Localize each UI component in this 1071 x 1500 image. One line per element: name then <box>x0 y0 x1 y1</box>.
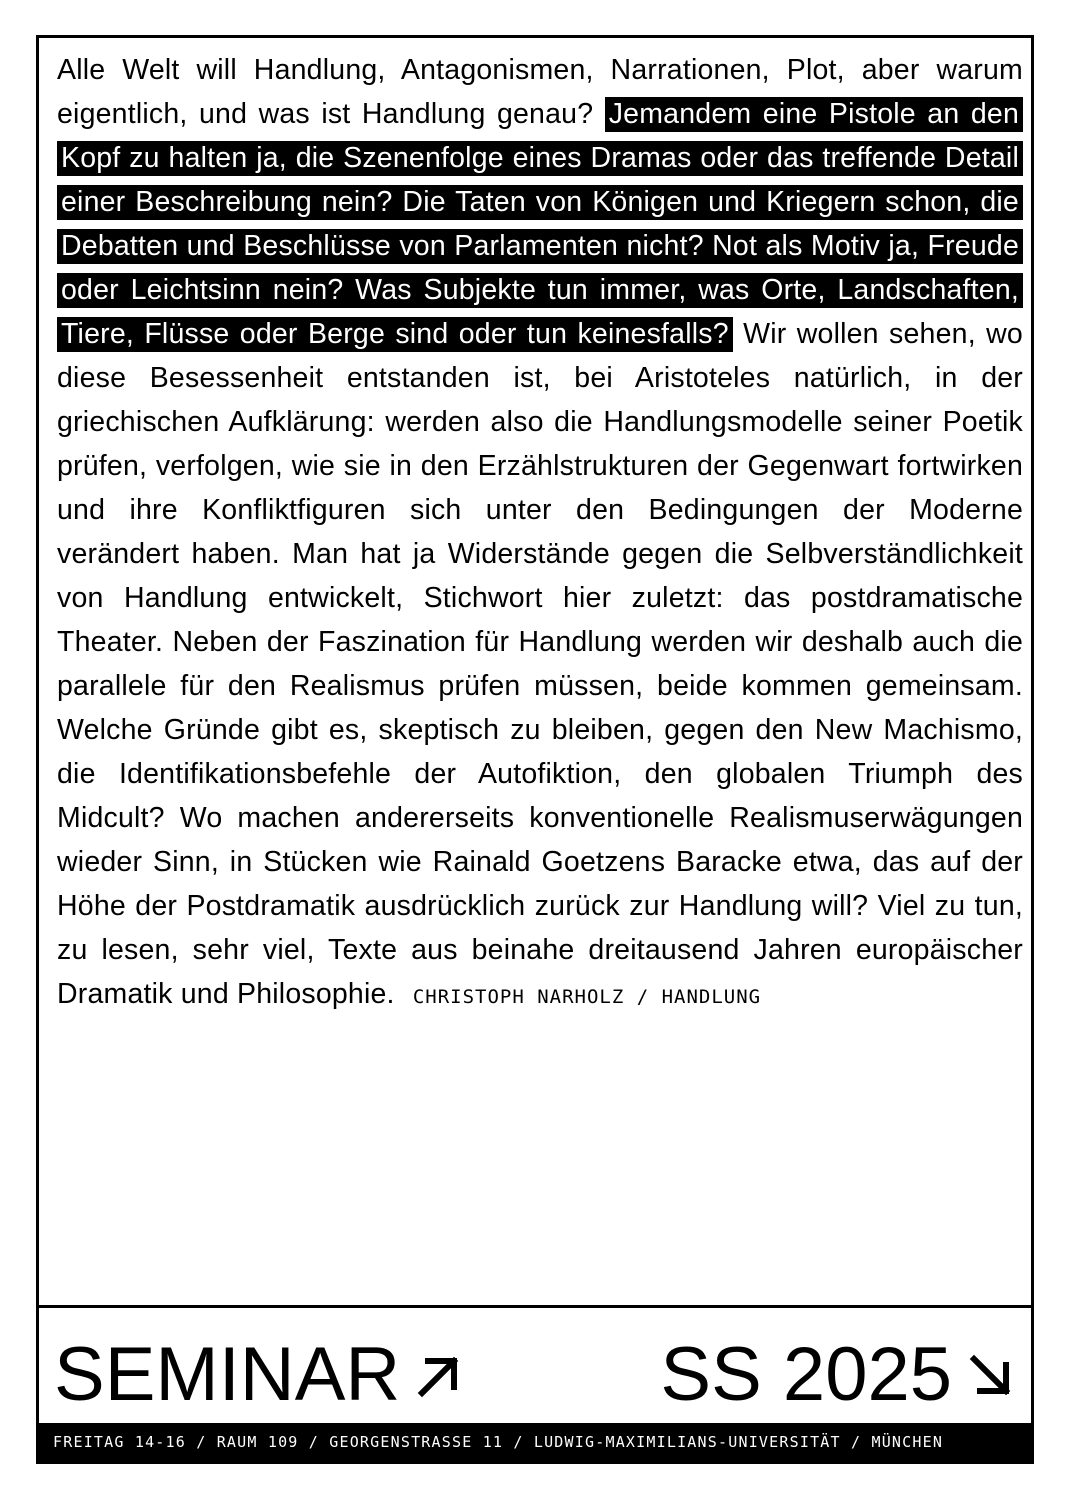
title-row <box>54 1330 1016 1420</box>
highlighted-text: Jemandem eine Pistole an den Kopf zu halten ja, die Szenenfolge eines Dramas oder das treffende Detail einer Beschreibung nein? Die Taten von Königen und Kriegern schon, die Debatten und Beschlüsse von Parlamenten nicht? Not als Motiv ja, Freude oder Leichtsinn nein? Was Subjekte tun immer, was Orte, Landschaften, Tiere, Flüsse oder Berge sind oder tun keinesfalls? <box>57 97 1023 352</box>
arrow-up-right-icon <box>414 1331 464 1421</box>
byline: CHRISTOPH NARHOLZ / HANDLUNG <box>412 986 762 1008</box>
footer-bar: FREITAG 14-16 / RAUM 109 / GEORGENSTRASSE 11 / LUDWIG-MAXIMILIANS-UNIVERSITÄT / MÜNCHEN <box>39 1423 1031 1461</box>
poster-frame <box>36 35 1034 1464</box>
body-text <box>57 48 1023 1019</box>
divider <box>39 1305 1031 1308</box>
seminar-heading <box>54 1330 464 1425</box>
main-text: Wir wollen sehen, wo diese Besessenheit entstanden ist, bei Aristoteles natürlich, in der griechischen Aufklärung: werden also die Handlungsmodelle seiner Poetik prüfen, verfolgen, wie sie in den Erzählstrukturen der Gegenwart fortwirken und ihre Konfliktfiguren sich unter den Bedingungen der Moderne verändert haben. Man hat ja Widerstände gegen die Selbverständlichkeit von Handlung entwickelt, Stichwort hier zuletzt: das postdramatische Theater. Neben der Faszination für Handlung werden wir deshalb auch die parallele für den Realismus prüfen müssen, beide kommen gemeinsam. Welche Gründe gibt es, skeptisch zu bleiben, gegen den New Machismo, die Identifikationsbefehle der Autofiktion, den globalen Triumph des Midcult? Wo machen andererseits konventionelle Realismuserwägungen wieder Sinn, in Stücken wie Rainald Goetzens Baracke etwa, das auf der Höhe der Postdramatik ausdrücklich zurück zur Handlung will? Viel zu tun, zu lesen, sehr viel, Texte aus beinahe dreitausend Jahren europäischer Dramatik und Philosophie. <box>57 318 1023 1010</box>
seminar-label: SEMINAR <box>54 1332 401 1417</box>
semester-label: SS 2025 <box>660 1332 952 1417</box>
arrow-down-right-icon <box>966 1331 1016 1421</box>
semester-heading <box>660 1330 1016 1425</box>
intro-text: Alle Welt will Handlung, Antagonismen, Narrationen, Plot, aber warum eigentlich, und was ist Handlung genau? <box>57 54 1023 130</box>
